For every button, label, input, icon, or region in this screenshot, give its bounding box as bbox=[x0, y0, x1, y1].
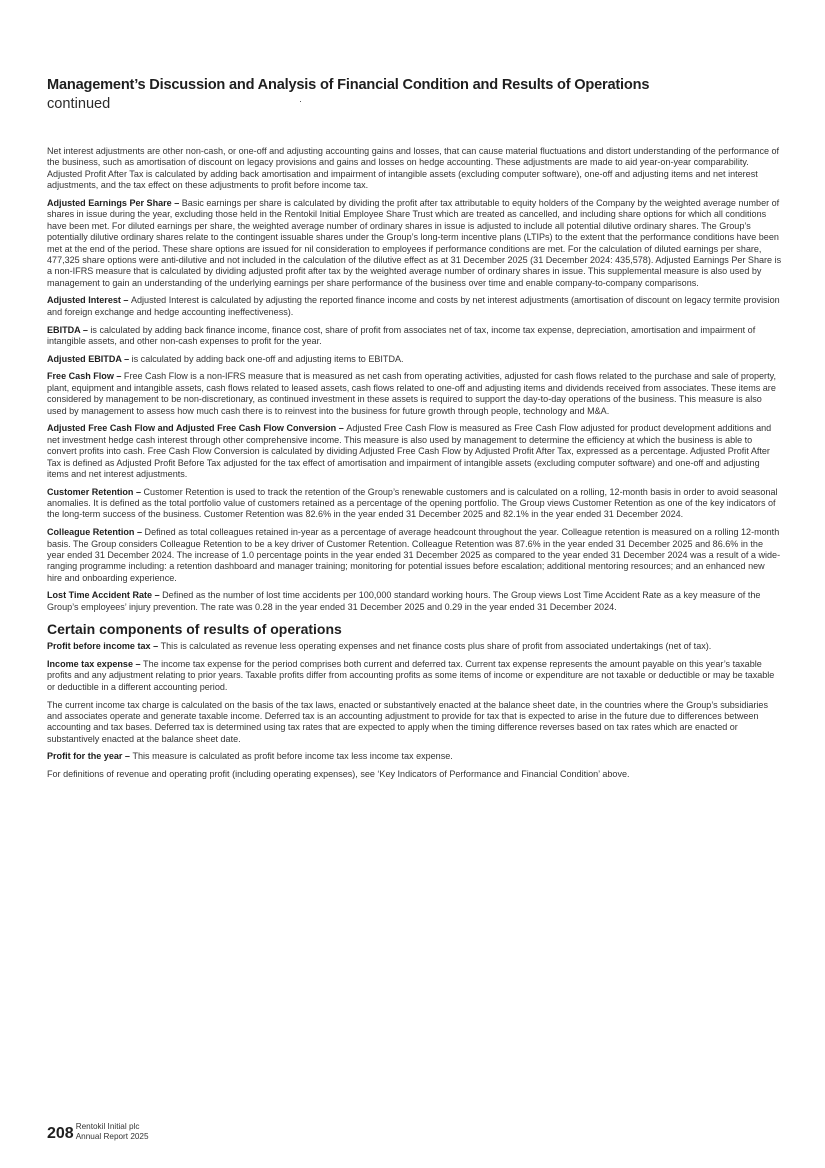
paragraph bbox=[47, 423, 782, 480]
paragraph bbox=[47, 527, 782, 584]
term-label: Customer Retention – bbox=[47, 486, 144, 497]
paragraph-text: This is calculated as revenue less operating expenses and net finance costs plus share of profit from associated undertakings (net of tax). bbox=[160, 641, 712, 652]
paragraph bbox=[47, 641, 782, 652]
paragraph bbox=[47, 769, 782, 780]
term-label: Lost Time Accident Rate – bbox=[47, 590, 163, 601]
term-label: Free Cash Flow – bbox=[47, 371, 124, 382]
paragraph-text: This measure is calculated as profit before income tax less income tax expense. bbox=[132, 751, 453, 762]
term-label: EBITDA – bbox=[47, 324, 91, 335]
paragraph bbox=[47, 146, 782, 192]
footer-publication bbox=[76, 1122, 149, 1143]
page-footer bbox=[47, 1122, 149, 1143]
paragraph bbox=[47, 198, 782, 289]
report-name: Annual Report 2025 bbox=[75, 1131, 149, 1141]
paragraph bbox=[47, 590, 782, 613]
term-label: Adjusted Earnings Per Share – bbox=[47, 197, 182, 208]
page-title: Management’s Discussion and Analysis of Financial Condition and Results of Operations bbox=[47, 77, 650, 93]
paragraph-text: For definitions of revenue and operating profit (including operating expenses), see ‘Key Indicators of Performance and Financial Condition’ above. bbox=[47, 769, 630, 780]
paragraph-text: The current income tax charge is calculated on the basis of the tax laws, enacted or substantively enacted at the balance sheet date, in the countries where the Group’s subsidiaries and associates operate and generate taxable income. Deferred tax is an accounting adjustment to provide for tax that is expected to arise in the future due to differences between accounting and tax bases. Deferred tax is determined using tax rates that are expected to apply when the timing difference reverses based on tax rates which are enacted or substantively enacted at the balance sheet date. bbox=[47, 699, 768, 744]
term-label: Adjusted EBITDA – bbox=[47, 353, 132, 364]
paragraph bbox=[47, 354, 782, 365]
paragraph-text: Net interest adjustments are other non-cash, or one-off and adjusting accounting gains and losses, that can cause material fluctuations and distort understanding of the performance of the business, such as amortisation of discount on legacy provisions and gains and losses on hedge accounting. These adjustments are made to aid year-on-year comparability. Adjusted Profit After Tax is calculated by adding back amortisation and impairment of intangible assets (excluding computer software), one-off and adjusting items and net interest adjustments, and the tax effect on these adjustments to profit before income tax. bbox=[47, 146, 780, 191]
paragraph bbox=[47, 487, 782, 521]
term-label: Profit before income tax – bbox=[47, 641, 161, 652]
paragraph-text: Customer Retention is used to track the retention of the Group’s renewable customers and is calculated on a rolling, 12-month basis in order to avoid seasonal anomalies. It is defined as the total portfolio value of customers retained as a percentage of the opening portfolio. The Group views Customer Retention as one of the key indicators of the long-term success of the business. Customer Retention was 82.6% in the year ended 31 December 2025 and 82.1% in the year ended 31 December 2024. bbox=[47, 486, 778, 520]
paragraph-text: Defined as total colleagues retained in-year as a percentage of average headcount throughout the year. Colleague retention is measured on a rolling 12-month basis. The Group considers Colleague Retention to be a key driver of Customer Retention. Colleague Retention was 87.6% in the year ended 31 December 2025 and 86.6% in the year ended 31 December 2024. The increase of 1.0 percentage points in the year ended 31 December 2025 as compared to the year ended 31 December 2024 was a result of a wide-ranging programme including: a retention dashboard and manager training; monitoring for potential issues before escalation; additional mentoring resources; and an enhanced new hire and onboarding experience. bbox=[47, 527, 781, 583]
company-name: Rentokil Initial plc bbox=[75, 1122, 140, 1131]
paragraph-text: is calculated by adding back one-off and adjusting items to EBITDA. bbox=[131, 353, 404, 364]
paragraph bbox=[47, 751, 782, 762]
page-number: 208 bbox=[47, 1125, 74, 1142]
paragraph-text: Basic earnings per share is calculated by dividing the profit after tax attributable to equity holders of the Company by the weighted average number of shares in issue during the year, excluding those held in the Rentokil Initial Employee Share Trust which are treated as cancelled, and including share options for which all conditions have been met. For diluted earnings per share, the weighted average number of ordinary shares in issue is adjusted to include all potential dilutive ordinary shares. The Group’s potentially dilutive ordinary shares relate to the contingent issuable shares under the Group’s long-term incentive plans (LTIPs) to the extent that the performance conditions have been met at the end of the period. These share options are issued for nil consideration to employees if performance conditions are met. For the calculation of diluted earnings per share, 477,325 share options were anti-dilutive and not included in the calculation of the dilutive effect as at 31 December 2025 (31 December 2024: 435,578). Adjusted Earnings Per Share is a non-IFRS measure that is calculated by dividing adjusted profit after tax by the weighted average number of ordinary shares in issue. This supplemental measure is also used by management to gain an understanding of the underlying earnings per share performance of the business over time and enable company-to-company comparisons. bbox=[47, 197, 782, 288]
paragraph bbox=[47, 700, 782, 746]
paragraph-text: is calculated by adding back finance income, finance cost, share of profit from associates net of tax, income tax expense, depreciation, amortisation and impairment of intangible assets, and other non-cash expenses to profit for the year. bbox=[47, 324, 756, 346]
paragraph-text: Adjusted Interest is calculated by adjusting the reported finance income and costs by net interest adjustments (amortisation of discount on legacy termite provision and foreign exchange and hedge accounting ineffectiveness). bbox=[47, 295, 780, 317]
page-subtitle: continued bbox=[47, 96, 111, 112]
paragraph bbox=[47, 325, 782, 348]
term-label: Adjusted Interest – bbox=[47, 295, 131, 306]
paragraph-text: Adjusted Free Cash Flow is measured as Free Cash Flow adjusted for product development additions and net investment hedge cash interest through other comprehensive income. This measure is also used by management to determine the efficiency at which the business is able to convert profits into cash. Free Cash Flow Conversion is calculated by dividing Adjusted Free Cash Flow by Adjusted Profit After Tax, expressed as a percentage. Adjusted Profit After Tax is defined as Adjusted Profit Before Tax adjusted for the tax effect of amortisation and impairment of intangible assets (excluding computer software) and one-off and adjusting items and net interest adjustments. bbox=[47, 423, 772, 479]
term-label: Income tax expense – bbox=[47, 659, 144, 669]
term-label: Adjusted Free Cash Flow and Adjusted Free Cash Flow Conversion – bbox=[47, 423, 347, 434]
stray-dot bbox=[300, 101, 301, 102]
paragraph-text: The income tax expense for the period comprises both current and deferred tax. Current tax expense represents the amount payable on this year’s taxable profits and any adjustment relating to prior years. Taxable profits differ from accounting profits as some items of income or expenditure are not taxable or deductible or may be taxable or deductible in a different accounting period. bbox=[47, 659, 775, 692]
paragraph bbox=[47, 295, 782, 318]
paragraph bbox=[47, 659, 782, 693]
section-heading: Certain components of results of operations bbox=[47, 621, 342, 638]
term-label: Profit for the year – bbox=[47, 751, 133, 762]
paragraph-text: Defined as the number of lost time accidents per 100,000 standard working hours. The Group views Lost Time Accident Rate as a key measure of the Group’s employees’ injury prevention. The rate was 0.28 in the year ended 31 December 2025 and 0.29 in the year ended 31 December 2024. bbox=[47, 590, 761, 612]
paragraph-text: Free Cash Flow is a non-IFRS measure that is measured as net cash from operating activities, adjusted for cash flows related to the purchase and sale of property, plant, equipment and intangible assets, cash flows related to leased assets, cash flows related to one-off and adjusting items and dividends received from associates. These items are considered by management to be non-discretionary, as continued investment in these assets is required to support the day-to-day operations of the business. This measure is also used by management to assess how much cash there is to reinvest into the business for future growth through people, technology and M&A. bbox=[47, 371, 776, 416]
paragraph bbox=[47, 371, 782, 417]
document-body bbox=[47, 146, 782, 787]
term-label: Colleague Retention – bbox=[47, 527, 145, 538]
page-header bbox=[47, 76, 787, 113]
